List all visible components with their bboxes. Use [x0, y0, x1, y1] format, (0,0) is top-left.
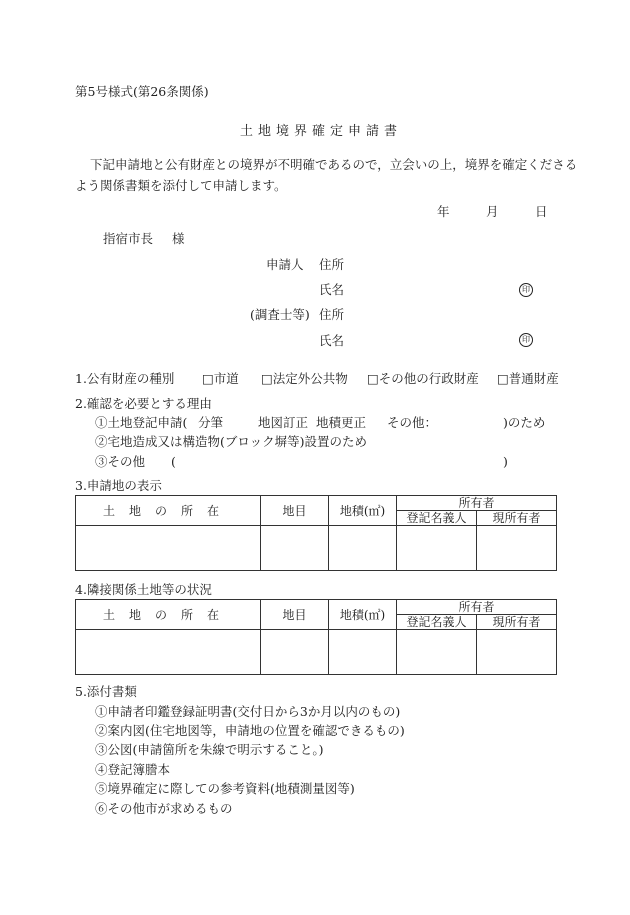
attachment-item: ①申請者印鑑登録証明書(交付日から3か月以内のもの): [95, 704, 401, 719]
option-other-admin-property[interactable]: □その他の行政財産: [367, 371, 479, 386]
intro-line-2: よう関係書類を添付して申請します。: [75, 178, 287, 193]
registered-owner-cell[interactable]: [397, 630, 477, 675]
reason1-option-area-correction: 地積更正: [316, 415, 367, 430]
area-cell[interactable]: [329, 630, 397, 675]
date-year-label: 年: [437, 204, 450, 219]
option-general-property[interactable]: □普通財産: [497, 371, 559, 386]
header-owner: 所有者: [397, 600, 557, 615]
attachment-item: ⑤境界確定に際しての参考資料(地積測量図等): [95, 781, 355, 796]
area-cell[interactable]: [329, 526, 397, 571]
header-category: 地目: [261, 600, 329, 630]
category-cell[interactable]: [261, 526, 329, 571]
intro-line-1: 下記申請地と公有財産との境界が不明確であるので，立会いの上，境界を確定くださる: [90, 157, 578, 172]
table-row: [76, 630, 557, 675]
form-number: 第5号様式(第26条関係): [75, 84, 209, 99]
reason3-close-paren: ): [503, 454, 508, 469]
option-city-road[interactable]: □市道: [202, 371, 239, 386]
header-registered-owner: 登記名義人: [397, 615, 477, 630]
surveyor-seal-icon: 印: [519, 333, 533, 347]
header-current-owner: 現所有者: [477, 511, 557, 526]
option-public-facility[interactable]: □法定外公共物: [261, 371, 348, 386]
header-owner: 所有者: [397, 496, 557, 511]
header-area: 地積(㎡): [329, 496, 397, 526]
adjacent-land-table: [75, 599, 557, 675]
applicant-role: 申請人: [266, 257, 304, 272]
header-registered-owner: 登記名義人: [397, 511, 477, 526]
location-cell[interactable]: [76, 526, 261, 571]
reason2: ②宅地造成又は構造物(ブロック塀等)設置のため: [95, 434, 368, 449]
attachment-item: ③公図(申請箇所を朱線で明示すること。): [95, 742, 324, 757]
section2-label: 2.確認を必要とする理由: [75, 396, 212, 411]
category-cell[interactable]: [261, 630, 329, 675]
date-day-label: 日: [535, 204, 548, 219]
location-cell[interactable]: [76, 630, 261, 675]
addressee: 指宿市長: [103, 231, 154, 246]
header-area: 地積(㎡): [329, 600, 397, 630]
header-current-owner: 現所有者: [477, 615, 557, 630]
applicant-name-label: 氏名: [319, 282, 345, 297]
surveyor-name-label: 氏名: [319, 333, 345, 348]
applicant-address-label: 住所: [319, 257, 345, 272]
section5-label: 5.添付書類: [75, 684, 137, 699]
applicant-seal-icon: 印: [519, 283, 533, 297]
section4-label: 4.隣接関係土地等の状況: [75, 582, 212, 597]
attachment-item: ②案内図(住宅地図等，申請地の位置を確認できるもの): [95, 723, 405, 738]
reason3-prefix: ③その他: [95, 454, 146, 469]
section3-label: 3.申請地の表示: [75, 478, 162, 493]
current-owner-cell[interactable]: [477, 526, 557, 571]
applicant-land-table: [75, 495, 557, 571]
reason1-option-map-correction: 地図訂正: [258, 415, 309, 430]
attachment-item: ④登記簿謄本: [95, 762, 171, 777]
reason1-option-subdivision: 分筆: [198, 415, 224, 430]
date-month-label: 月: [486, 204, 499, 219]
section1-label: 1.公有財産の種別: [75, 371, 175, 386]
reason1-prefix: ①土地登記申請(: [95, 415, 188, 430]
surveyor-address-label: 住所: [319, 307, 345, 322]
header-category: 地目: [261, 496, 329, 526]
surveyor-role: (調査士等): [250, 307, 310, 322]
current-owner-cell[interactable]: [477, 630, 557, 675]
registered-owner-cell[interactable]: [397, 526, 477, 571]
honorific: 様: [172, 231, 185, 246]
reason3-open-paren: (: [171, 454, 176, 469]
attachment-item: ⑥その他市が求めるもの: [95, 801, 233, 816]
header-location: 土地の所在: [76, 600, 261, 630]
header-location: 土地の所在: [76, 496, 261, 526]
reason1-suffix: )のため: [503, 415, 546, 430]
page-title: 土地境界確定申請書: [240, 124, 403, 139]
table-row: [76, 526, 557, 571]
reason1-option-other: その他：: [387, 415, 438, 430]
